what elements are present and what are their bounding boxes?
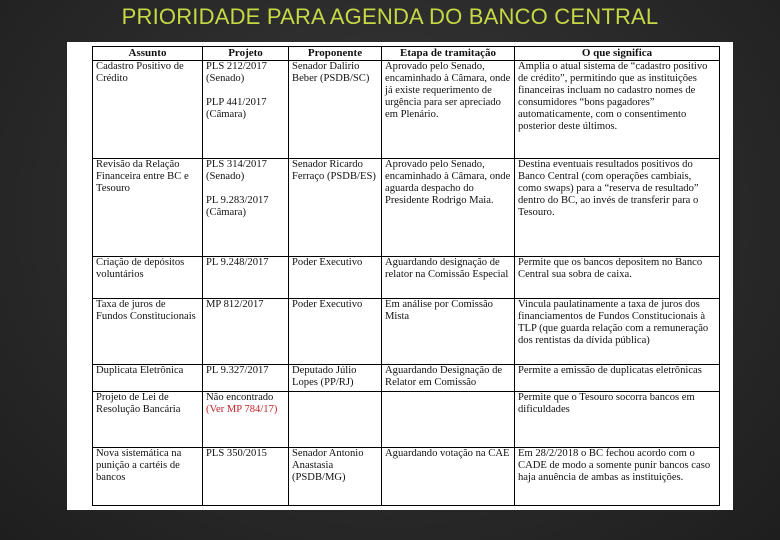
cell-assunto: Duplicata Eletrônica [93,365,203,392]
cell-significado: Permite que o Tesouro socorra bancos em dificuldades [515,392,720,448]
cell-proponente [289,392,382,448]
table-row [93,448,720,506]
cell-etapa: Aguardando votação na CAE [382,448,515,506]
cell-projeto: MP 812/2017 [203,299,289,365]
cell-significado: Permite a emissão de duplicatas eletrônicas [515,365,720,392]
cell-proponente: Senador Dalirio Beber (PSDB/SC) [289,61,382,159]
projeto-line: PLS 314/2017 (Senado) [206,159,267,182]
header-significado: O que significa [515,47,720,61]
projeto-line: PL 9.283/2017 (Câmara) [206,194,269,218]
cell-projeto [203,392,289,448]
cell-etapa [382,392,515,448]
header-proponente: Proponente [289,47,382,61]
cell-projeto [203,159,289,257]
cell-significado: Amplia o atual sistema de “cadastro positivo de crédito”, permitindo que as instituições financeiras incluam no cadastro nomes de consumidores “bons pagadores” automaticamente, com o consentimento posterior deste últimos. [515,61,720,159]
cell-projeto: PLS 350/2015 [203,448,289,506]
cell-proponente: Senador Antonio Anastasia (PSDB/MG) [289,448,382,506]
cell-etapa: Aprovado pelo Senado, encaminhado à Câmara, onde aguarda despacho do Presidente Rodrigo Maia. [382,159,515,257]
cell-etapa: Aprovado pelo Senado, encaminhado à Câmara, onde já existe requerimento de urgência para ser apreciado em Plenário. [382,61,515,159]
cell-proponente: Poder Executivo [289,299,382,365]
agenda-table [92,46,720,506]
cell-projeto: PL 9.327/2017 [203,365,289,392]
slide-title: PRIORIDADE PARA AGENDA DO BANCO CENTRAL [121,4,659,29]
header-assunto: Assunto [93,47,203,61]
projeto-note: (Ver MP 784/17) [206,403,278,415]
cell-etapa: Aguardando designação de relator na Comissão Especial [382,257,515,299]
header-projeto: Projeto [203,47,289,61]
cell-significado: Permite que os bancos depositem no Banco Central sua sobra de caixa. [515,257,720,299]
cell-proponente: Poder Executivo [289,257,382,299]
cell-significado: Vincula paulatinamente a taxa de juros dos financiamentos de Fundos Constitucionais à TLP (que guarda relação com a remuneração dos rentistas da dívida pública) [515,299,720,365]
cell-significado: Em 28/2/2018 o BC fechou acordo com o CADE de modo a somente punir bancos caso haja anuência de ambas as instituições. [515,448,720,506]
projeto-line: Não encontrado [206,392,274,403]
cell-assunto: Taxa de juros de Fundos Constitucionais [93,299,203,365]
cell-assunto: Revisão da Relação Financeira entre BC e Tesouro [93,159,203,257]
cell-projeto [203,61,289,159]
table-header-row [93,47,720,61]
cell-etapa: Em análise por Comissão Mista [382,299,515,365]
header-etapa: Etapa de tramitação [382,47,515,61]
cell-etapa: Aguardando Designação de Relator em Comissão [382,365,515,392]
table-row [93,299,720,365]
cell-significado: Destina eventuais resultados positivos do Banco Central (com operações cambiais, como swaps) para a “reserva de resultado” dentro do BC, ao invés de transferir para o Tesouro. [515,159,720,257]
table-row [93,61,720,159]
table-row [93,392,720,448]
projeto-line: PLP 441/2017 (Câmara) [206,96,267,120]
cell-assunto: Projeto de Lei de Resolução Bancária [93,392,203,448]
cell-assunto: Nova sistemática na punição a cartéis de bancos [93,448,203,506]
projeto-line: PLS 212/2017 (Senado) [206,61,267,84]
cell-assunto: Cadastro Positivo de Crédito [93,61,203,159]
table-row [93,257,720,299]
cell-assunto: Criação de depósitos voluntários [93,257,203,299]
document-page [67,42,733,510]
table-row [93,365,720,392]
cell-proponente: Deputado Júlio Lopes (PP/RJ) [289,365,382,392]
table-row [93,159,720,257]
cell-proponente: Senador Ricardo Ferraço (PSDB/ES) [289,159,382,257]
cell-projeto: PL 9.248/2017 [203,257,289,299]
